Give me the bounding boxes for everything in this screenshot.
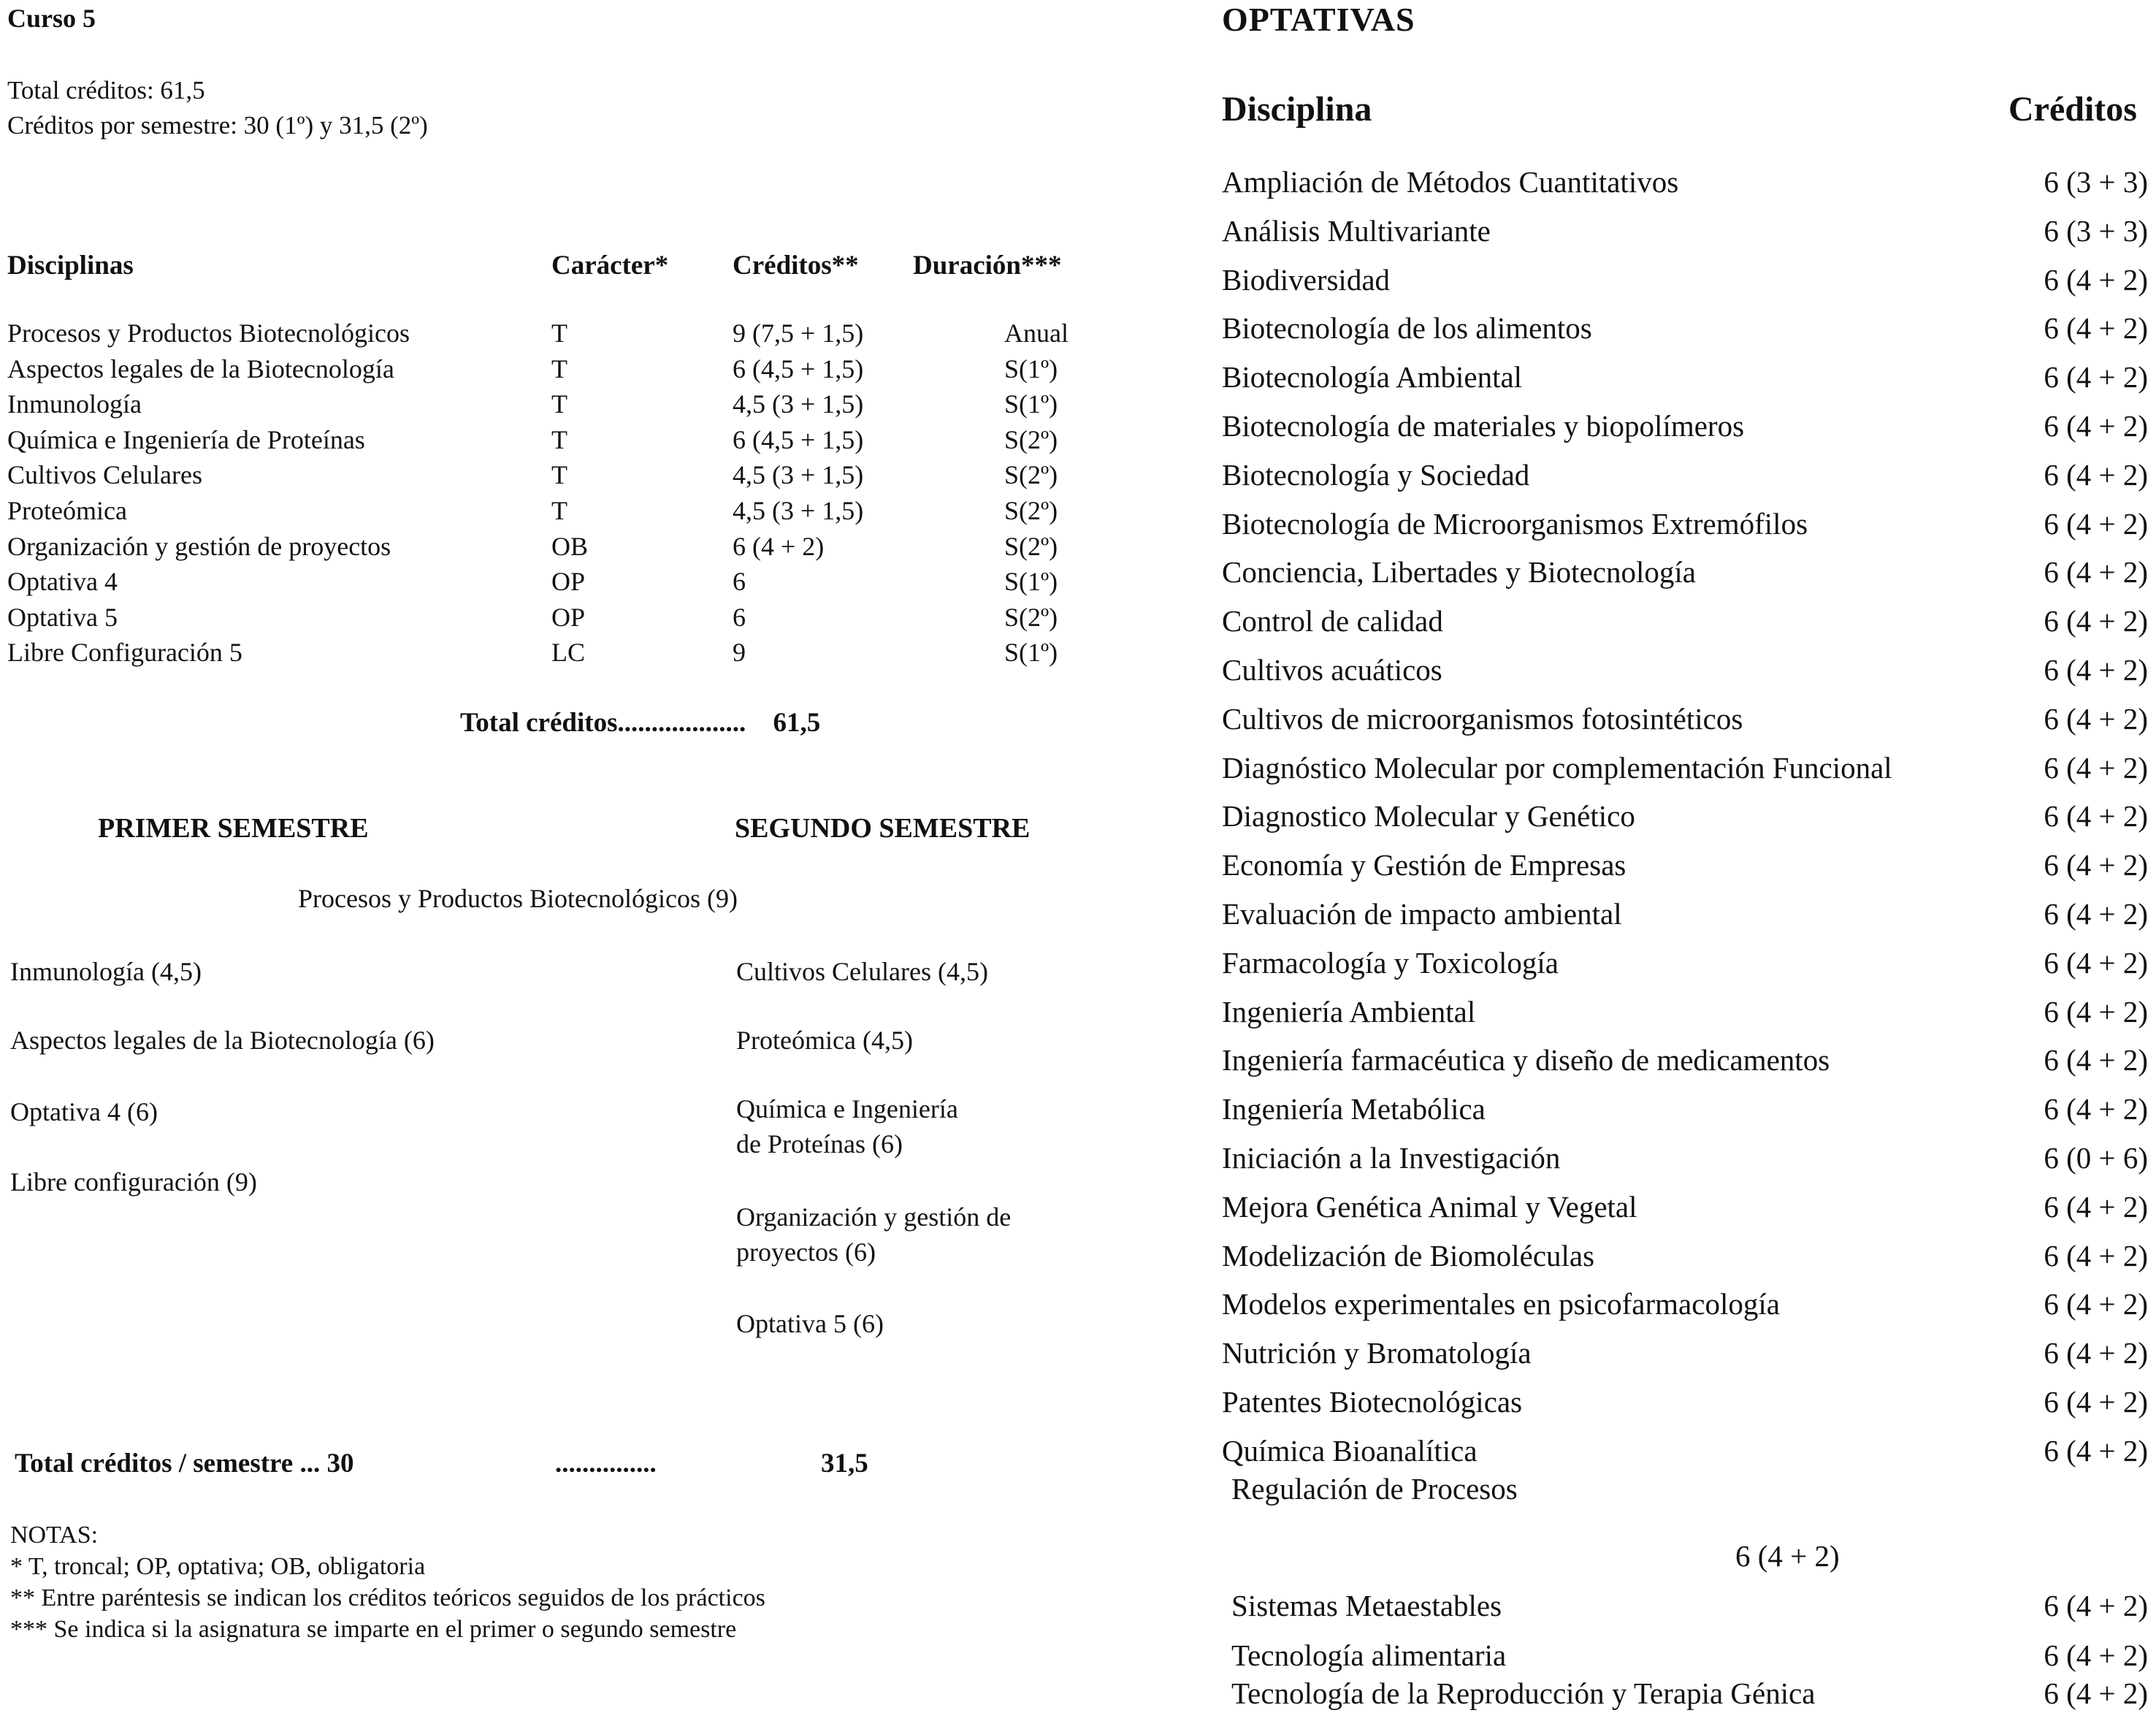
optativa-credits: 6 (4 + 2) (2044, 799, 2148, 833)
header-duration: Duración*** (913, 251, 1062, 281)
first-semester-item: Inmunología (4,5) (10, 957, 202, 986)
optativa-name: Ingeniería Metabólica (1222, 1092, 1486, 1126)
header-character: Carácter* (551, 251, 669, 281)
optativa-row (1222, 256, 2148, 305)
optativa-name: Evaluación de impacto ambiental (1222, 896, 1622, 931)
optativa-credits: 6 (4 + 2) (2044, 1433, 2148, 1468)
table-total (460, 707, 820, 739)
optativa-row (1222, 1329, 2148, 1378)
discipline-character: LC (551, 638, 586, 668)
optativa-name: Modelización de Biomoléculas (1222, 1238, 1595, 1272)
notes-title: NOTAS: (10, 1522, 99, 1549)
optativa-credits: 6 (4 + 2) (2044, 1287, 2148, 1321)
semester-total-label: Total créditos / semestre ... 30 (15, 1449, 354, 1478)
optativa-row (1222, 158, 2148, 207)
optativa-row (1222, 1232, 2148, 1281)
optativa-credits: 6 (4 + 2) (2044, 457, 2148, 492)
credits-per-semester-line: Créditos por semestre: 30 (1º) y 31,5 (2º) (7, 111, 428, 140)
discipline-name: Proteómica (7, 495, 127, 525)
optativa-credits: 6 (4 + 2) (2044, 701, 2148, 736)
optativa-credits: 6 (0 + 6) (2044, 1140, 2148, 1175)
optativa-name: Modelos experimentales en psicofarmacología (1222, 1287, 1780, 1321)
discipline-credits: 4,5 (3 + 1,5) (733, 389, 864, 419)
optativa-credits: 6 (4 + 2) (2044, 1092, 2148, 1126)
optativa-name: Análisis Multivariante (1222, 213, 1491, 248)
discipline-character: T (551, 318, 567, 348)
second-semester-item: Optativa 5 (6) (736, 1309, 884, 1338)
optativas-list (1222, 158, 2148, 1476)
discipline-duration: S(1º) (1004, 638, 1058, 668)
optativa-row (1222, 890, 2148, 939)
optativa-credits: 6 (4 + 2) (2044, 311, 2148, 346)
optativa-name: Mejora Genética Animal y Vegetal (1222, 1189, 1637, 1224)
optativa-row (1222, 597, 2148, 646)
optativa-name: Biotecnología de los alimentos (1222, 311, 1592, 346)
total-credits-line: Total créditos: 61,5 (7, 76, 205, 104)
optativa-row (1222, 792, 2148, 841)
optativa-name: Biotecnología de Microorganismos Extremófilos (1222, 506, 1808, 541)
optativa-credits: 6 (3 + 3) (2044, 213, 2148, 248)
discipline-name: Aspectos legales de la Biotecnología (7, 354, 394, 383)
optativa-credits: 6 (4 + 2) (2044, 555, 2148, 589)
optativa-name: Ampliación de Métodos Cuantitativos (1222, 165, 1679, 199)
optativa-credits: 6 (4 + 2) (2044, 1189, 2148, 1224)
optativa-row (1222, 695, 2148, 744)
optativa-name: Tecnología de la Reproducción y Terapia Génica (1231, 1676, 1816, 1710)
optativa-name: Sistemas Metaestables (1231, 1589, 1502, 1622)
optativa-name: Ingeniería Ambiental (1222, 994, 1476, 1029)
optativa-row (1222, 744, 2148, 793)
optativa-name: Conciencia, Libertades y Biotecnología (1222, 555, 1696, 589)
optativa-credits: 6 (4 + 2) (2044, 506, 2148, 541)
optativa-row (1222, 939, 2148, 988)
optativa-name: Cultivos de microorganismos fotosintéticos (1222, 701, 1743, 736)
optativa-row (1222, 451, 2148, 500)
optativa-credits: 6 (4 + 2) (2044, 750, 2148, 785)
semester-total-dots: ............... (555, 1449, 657, 1478)
course-summary (7, 73, 428, 143)
discipline-duration: S(2º) (1004, 602, 1058, 632)
discipline-name: Cultivos Celulares (7, 460, 202, 490)
optativa-name: Biotecnología Ambiental (1222, 360, 1523, 394)
optativa-credits: 6 (4 + 2) (2044, 896, 2148, 931)
note-line: *** Se indica si la asignatura se imparte en el primer o segundo semestre (10, 1616, 737, 1643)
first-semester-title: PRIMER SEMESTRE (98, 813, 369, 844)
discipline-name: Organización y gestión de proyectos (7, 531, 391, 561)
optativa-row (1222, 1036, 2148, 1085)
optativa-name: Diagnostico Molecular y Genético (1222, 799, 1635, 833)
discipline-character: T (551, 354, 567, 383)
optativa-row (1222, 500, 2148, 549)
optativa-credits: 6 (4 + 2) (2044, 1384, 2148, 1419)
discipline-duration: S(1º) (1004, 389, 1058, 419)
discipline-credits: 9 (733, 638, 746, 668)
optativa-row (1231, 1588, 2148, 1633)
optativa-row (1222, 548, 2148, 597)
optativa-credits: 6 (4 + 2) (2044, 848, 2148, 882)
optativa-name: Biotecnología y Sociedad (1222, 457, 1530, 492)
discipline-character: T (551, 389, 567, 419)
optativa-row (1222, 304, 2148, 353)
optativa-row (1222, 1427, 2148, 1476)
first-semester-item: Libre configuración (9) (10, 1167, 257, 1197)
discipline-name: Libre Configuración 5 (7, 638, 242, 668)
discipline-duration: Anual (1004, 318, 1069, 348)
note-line: * T, troncal; OP, optativa; OB, obligatoria (10, 1553, 426, 1580)
discipline-credits: 4,5 (3 + 1,5) (733, 460, 864, 490)
semester-total-second: 31,5 (821, 1449, 868, 1478)
discipline-credits: 6 (4,5 + 1,5) (733, 354, 864, 383)
discipline-name: Procesos y Productos Biotecnológicos (7, 318, 410, 348)
optativas-header-discipline: Disciplina (1222, 90, 1372, 129)
optativa-name: Farmacología y Toxicología (1222, 945, 1559, 980)
header-credits: Créditos** (733, 251, 859, 281)
optativa-row (1222, 988, 2148, 1037)
discipline-duration: S(2º) (1004, 460, 1058, 490)
second-semester-item: Organización y gestión de (736, 1202, 1012, 1232)
discipline-credits: 4,5 (3 + 1,5) (733, 495, 864, 525)
optativa-name: Nutrición y Bromatología (1222, 1336, 1532, 1370)
optativa-name: Tecnología alimentaria (1231, 1638, 1507, 1672)
optativa-credits: 6 (4 + 2) (2044, 604, 2148, 638)
optativa-row (1222, 207, 2148, 256)
table-total-value: 61,5 (773, 708, 821, 738)
second-semester-item: Proteómica (4,5) (736, 1026, 913, 1055)
optativa-row (1222, 1134, 2148, 1183)
optativa-credits: 6 (4 + 2) (2044, 652, 2148, 687)
second-semester-item: proyectos (6) (736, 1237, 876, 1267)
optativa-row (1222, 402, 2148, 451)
optativa-name: Biodiversidad (1222, 262, 1391, 297)
optativa-name: Control de calidad (1222, 604, 1443, 638)
optativa-credits: 6 (4 + 2) (2044, 945, 2148, 980)
optativa-name-regulacion: Regulación de Procesos (1231, 1472, 1518, 1506)
optativa-credits: 6 (4 + 2) (2044, 1676, 2148, 1710)
optativa-credits: 6 (4 + 2) (2044, 360, 2148, 394)
notes (10, 1519, 765, 1645)
discipline-name: Química e Ingeniería de Proteínas (7, 424, 365, 454)
discipline-credits: 6 (4,5 + 1,5) (733, 424, 864, 454)
second-semester-title: SEGUNDO SEMESTRE (735, 813, 1031, 844)
optativa-row (1222, 353, 2148, 402)
discipline-duration: S(2º) (1004, 531, 1058, 561)
optativa-credits: 6 (4 + 2) (2044, 1589, 2148, 1622)
discipline-name: Inmunología (7, 389, 142, 419)
optativa-row (1222, 1085, 2148, 1134)
optativa-name: Ingeniería farmacéutica y diseño de medicamentos (1222, 1043, 1830, 1077)
optativa-credits: 6 (4 + 2) (2044, 408, 2148, 443)
optativa-credits: 6 (4 + 2) (2044, 994, 2148, 1029)
optativa-row (1222, 1280, 2148, 1329)
optativa-credits: 6 (4 + 2) (2044, 1238, 2148, 1272)
first-semester-item: Optativa 4 (6) (10, 1097, 158, 1126)
note-line: ** Entre paréntesis se indican los créditos teóricos seguidos de los prácticos (10, 1584, 765, 1611)
course-title: Curso 5 (7, 4, 96, 33)
discipline-character: OP (551, 602, 586, 632)
discipline-character: OP (551, 567, 586, 597)
discipline-character: T (551, 495, 567, 525)
optativa-row (1231, 1676, 2148, 1721)
optativa-credits-regulacion: 6 (4 + 2) (1735, 1539, 1840, 1573)
second-semester-item: Química e Ingeniería (736, 1094, 958, 1123)
discipline-duration: S(2º) (1004, 424, 1058, 454)
discipline-name: Optativa 5 (7, 602, 118, 632)
discipline-credits: 9 (7,5 + 1,5) (733, 318, 864, 348)
optativa-name: Cultivos acuáticos (1222, 652, 1442, 687)
discipline-credits: 6 (733, 567, 746, 597)
optativas-header-credits: Créditos (2008, 90, 2137, 129)
discipline-duration: S(1º) (1004, 567, 1058, 597)
discipline-character: OB (551, 531, 589, 561)
optativa-row (1222, 841, 2148, 890)
optativas-title: OPTATIVAS (1222, 1, 1415, 38)
discipline-credits: 6 (733, 602, 746, 632)
optativa-row (1222, 646, 2148, 695)
second-semester-item: Cultivos Celulares (4,5) (736, 957, 988, 986)
first-semester-item: Aspectos legales de la Biotecnología (6) (10, 1026, 435, 1055)
optativa-credits: 6 (4 + 2) (2044, 1638, 2148, 1672)
optativa-credits: 6 (4 + 2) (2044, 262, 2148, 297)
optativa-credits: 6 (3 + 3) (2044, 165, 2148, 199)
optativa-row (1222, 1378, 2148, 1427)
optativa-name: Química Bioanalítica (1222, 1433, 1478, 1468)
annual-subject: Procesos y Productos Biotecnológicos (9) (298, 884, 738, 913)
optativa-credits: 6 (4 + 2) (2044, 1043, 2148, 1077)
discipline-character: T (551, 424, 567, 454)
optativa-name: Iniciación a la Investigación (1222, 1140, 1561, 1175)
optativa-name: Economía y Gestión de Empresas (1222, 848, 1626, 882)
discipline-duration: S(1º) (1004, 354, 1058, 383)
optativa-name: Patentes Biotecnológicas (1222, 1384, 1523, 1419)
optativa-credits: 6 (4 + 2) (2044, 1336, 2148, 1370)
discipline-duration: S(2º) (1004, 495, 1058, 525)
optativa-row (1222, 1183, 2148, 1232)
optativa-name: Biotecnología de materiales y biopolímeros (1222, 408, 1745, 443)
discipline-credits: 6 (4 + 2) (733, 531, 825, 561)
second-semester-item: de Proteínas (6) (736, 1129, 903, 1159)
header-disciplines: Disciplinas (7, 251, 134, 281)
table-total-label: Total créditos................... (460, 708, 746, 738)
optativa-name: Diagnóstico Molecular por complementación Funcional (1222, 750, 1892, 785)
discipline-character: T (551, 460, 567, 490)
discipline-name: Optativa 4 (7, 567, 118, 597)
